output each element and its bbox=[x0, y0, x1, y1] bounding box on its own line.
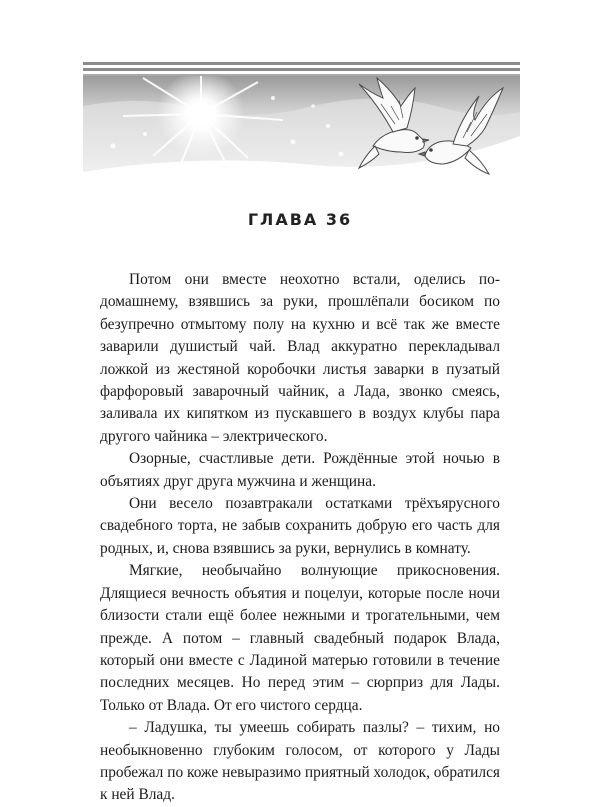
paragraph: Они весело позавтракали остатками трёхъярусного свадебного торта, не забыв сохранить добрую его часть для родных, и, снова взявшись за руки, вернулись в комнату. bbox=[100, 495, 500, 557]
paragraph: Озорные, счастливые дети. Рождённые этой ночью в объятиях друг друга мужчина и женщина. bbox=[100, 450, 500, 490]
paragraph: Потом они вместе неохотно встали, оделись по-домашнему, взявшись за руки, прошлёпали босиком по безупречно отмытому полу на кухню и всё так же вместе заварили душистый чай. Влад аккуратно перекладывал ложкой из жестяной коробочки листья заварки в пузатый фарфоровый заварочный чайник, а Лада, звонко смеясь, заливала их кипятком из пускавшего в воздух клубы пара другого чайника – электрического. bbox=[100, 271, 500, 445]
body-text bbox=[100, 269, 500, 807]
paragraph: Мягкие, необычайно волнующие прикосновения. Длящиеся вечность объятия и поцелуи, которые после ночи близости стали ещё более нежными и трогательными, чем прежде. А потом – главный свадебный подарок Влада, который они вместе с Ладиной матерью готовили в течение последних месяцев. Но перед этим – сюрприз для Лады. Только от Влада. От его чистого сердца. bbox=[100, 562, 500, 714]
header-rule-middle bbox=[83, 68, 520, 71]
header-illustration bbox=[83, 76, 520, 186]
chapter-title: ГЛАВА 36 bbox=[247, 210, 353, 229]
header-rule-top bbox=[83, 62, 520, 65]
paragraph: – Ладушка, ты умеешь собирать пазлы? – тихим, но необыкновенно глубоким голосом, от которого у Лады пробежал по коже невыразимо приятный холодок, обратился к ней Влад. bbox=[100, 719, 500, 804]
